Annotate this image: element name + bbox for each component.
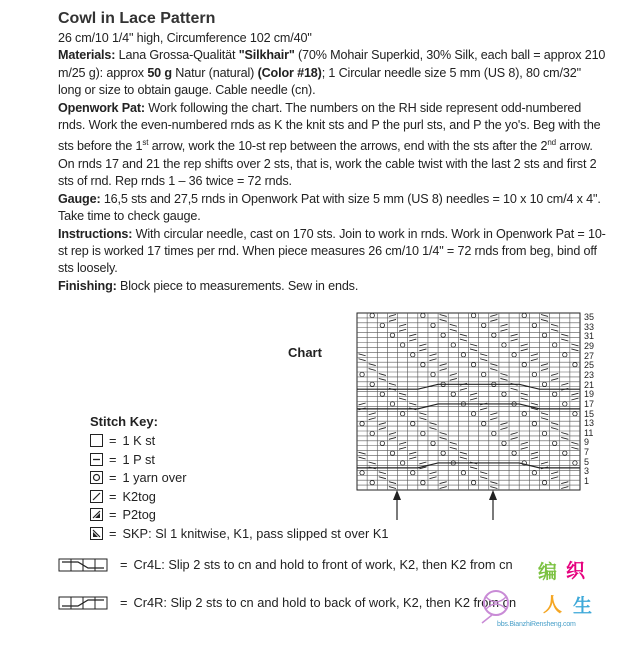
- stitch-key-text: P2tog: [122, 507, 156, 523]
- stitch-key-title: Stitch Key:: [90, 414, 158, 429]
- stitch-key-row: [90, 488, 156, 505]
- row-number: 3: [584, 466, 590, 477]
- instructions-text: With circular needle, cast on 170 sts. Join to work in rnds. Work in Openwork Pat = 10-st rep is worked 17 times per rnd. When piece measures 26 cm/10 1/4" = 72 rnds from beg, bind off sts loosely.: [58, 226, 606, 276]
- cable-key-text: Cr4R: Slip 2 sts to cn and hold to back of work, K2, then K2 from cn: [133, 595, 517, 610]
- row-number: 33: [584, 321, 595, 332]
- row-number: 29: [584, 340, 595, 351]
- stitch-key-text: K2tog: [122, 488, 156, 504]
- row-number: 17: [584, 398, 595, 409]
- p2tog-symbol-icon: [90, 508, 103, 521]
- chart-label: Chart: [288, 345, 322, 360]
- materials-label: Materials:: [58, 48, 116, 63]
- yarn-color: (Color #18): [257, 65, 322, 80]
- finishing-text: Block piece to measurements. Sew in ends.: [116, 278, 359, 293]
- gauge-text: 16,5 sts and 27,5 rnds in Openwork Pat with size 5 mm (US 8) needles = 10 x 10 cm/4 x 4". Take time to check gauge.: [58, 191, 601, 224]
- instructions-label: Instructions:: [58, 226, 133, 241]
- row-number: 15: [584, 408, 595, 419]
- row-number: 27: [584, 350, 595, 361]
- stitch-key-text: 1 yarn over: [122, 470, 187, 486]
- stitch-key-text: 1 K st: [122, 433, 156, 448]
- k2tog-symbol-icon: [90, 490, 103, 503]
- size-line: 26 cm/10 1/4" high, Circumference 102 cm/40": [58, 31, 312, 45]
- stitch-key-row: [90, 451, 155, 468]
- stitch-key-row: [90, 506, 156, 523]
- openwork-text-a: Work following the chart. The numbers on the RH side represent odd-numbered rnds. Work the even-numbered rnds as K the knit sts and P the purl sts, and P the yo's. Beg with the sts before the 1: [58, 100, 601, 154]
- stitch-key-row: [90, 525, 389, 542]
- watermark-url: bbs.BianzhiRensheng.com: [497, 621, 576, 628]
- equals-sign: =: [109, 488, 117, 504]
- row-number: 25: [584, 360, 595, 371]
- openwork-text-c: arrow. On rnds 17 and 21 the rep shifts over 2 sts, that is, work the cable twist with the last 2 sts and first 2 sts of rnd. Rep rnds 1 – 36 twice = 72 rnds.: [58, 139, 597, 189]
- yarn-ball-icon: [478, 585, 518, 625]
- yarn-amount: 50 g: [147, 65, 172, 80]
- materials-text-d: ; 1 Circular needle size 5 mm (US 8), 80 cm/32" long or size to obtain gauge. Cable needle (cn).: [58, 65, 581, 98]
- row-number: 7: [584, 447, 590, 458]
- cr4r-cable-icon: [58, 596, 114, 610]
- materials-text-c: Natur (natural): [171, 65, 258, 80]
- row-number: 31: [584, 331, 595, 342]
- arrow-2-up-arrow-icon: [489, 490, 497, 500]
- cable-key-text: Cr4L: Slip 2 sts to cn and hold to front of work, K2, then K2 from cn: [133, 557, 513, 572]
- watermark-char: 人: [543, 595, 563, 616]
- materials-text-b: (70% Mohair Superkid, 30% Silk, each ball = approx 210 m/25 g): approx: [58, 48, 606, 80]
- row-number: 1: [584, 476, 590, 487]
- knit-symbol-icon: [90, 434, 103, 447]
- page-title: Cowl in Lace Pattern: [58, 10, 216, 27]
- openwork-label: Openwork Pat:: [58, 100, 145, 115]
- row-number: 19: [584, 389, 595, 400]
- materials-text-a: Lana Grossa-Qualität: [115, 48, 239, 63]
- equals-sign: =: [109, 433, 117, 448]
- superscript-2: nd: [547, 138, 556, 148]
- watermark-char: 编: [538, 562, 558, 583]
- stitch-key-row: [90, 432, 155, 449]
- openwork-text-b: arrow, work the 10-st rep between the arrows, end with the sts after the 2: [148, 139, 548, 154]
- yarn-name: "Silkhair": [238, 48, 295, 63]
- equals-sign: =: [109, 470, 117, 486]
- watermark-char: 织: [566, 561, 586, 582]
- watermark-char: 生: [573, 596, 593, 617]
- row-number: 13: [584, 418, 595, 429]
- row-number: 21: [584, 379, 595, 390]
- equals-sign: =: [109, 526, 117, 541]
- arrow-1-up-arrow-icon: [393, 490, 401, 500]
- equals-sign: =: [109, 451, 117, 467]
- row-number: 9: [584, 437, 590, 448]
- stitch-key-text: SKP: Sl 1 knitwise, K1, pass slipped st over K1: [122, 526, 389, 541]
- row-number: 11: [584, 427, 594, 438]
- stitch-key-text: 1 P st: [122, 451, 155, 467]
- cable-key-row: [58, 557, 513, 572]
- stitch-key-row: [90, 469, 187, 486]
- row-number: 35: [584, 312, 595, 322]
- finishing-label: Finishing:: [58, 278, 117, 293]
- cable-key-row: [58, 595, 516, 610]
- row-number: 5: [584, 456, 590, 467]
- yo-symbol-icon: [90, 471, 103, 484]
- equals-sign: =: [120, 557, 128, 572]
- row-number: 23: [584, 369, 595, 380]
- equals-sign: =: [120, 595, 128, 610]
- superscript-1: st: [142, 138, 149, 148]
- cr4l-cable-icon: [58, 558, 114, 572]
- skp-symbol-icon: [90, 527, 103, 540]
- purl-symbol-icon: [90, 453, 103, 466]
- equals-sign: =: [109, 507, 117, 523]
- gauge-label: Gauge:: [58, 191, 101, 206]
